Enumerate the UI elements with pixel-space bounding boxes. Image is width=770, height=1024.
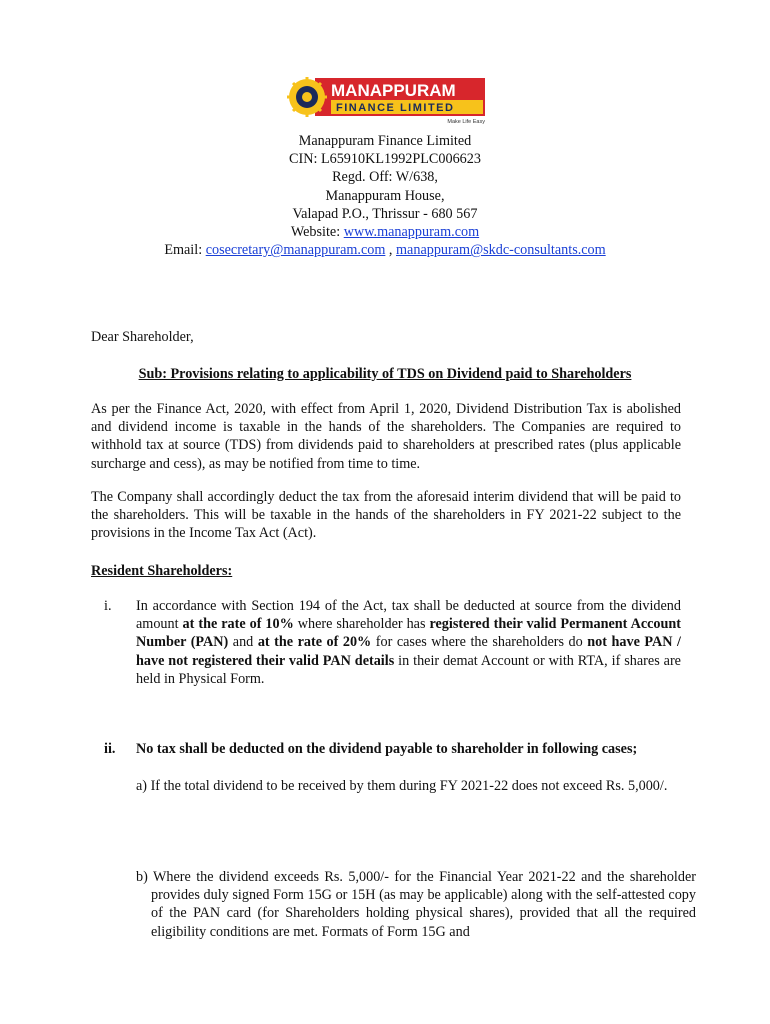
item-ii-text: No tax shall be deducted on the dividend payable to shareholder in following cases; — [136, 741, 638, 757]
item-i-b4: not have PAN / have not registered their valid PAN details — [136, 634, 681, 669]
logo-sub: FINANCE LIMITED — [336, 102, 455, 114]
item-i-t4: for cases where the shareholders do — [371, 634, 588, 651]
item-i-number: i. — [104, 598, 112, 614]
item-i-t1: In accordance with Section 194 of the Act, tax shall be deducted at source from the dividend amount — [136, 598, 681, 633]
email-link-secretary[interactable]: cosecretary@manappuram.com — [205, 242, 386, 259]
paragraph-finance-act: As per the Finance Act, 2020, with effect from April 1, 2020, Dividend Distribution Tax is abolished and dividend income is taxable in the hands of the shareholders. The Companies are required to withhold tax at source (TDS) from dividends paid to shareholders at prescribed rates (plus applicable surcharge and cess), as may be notified from time to time. — [91, 401, 681, 472]
email-link-rta[interactable]: manappuram@skdc-consultants.com — [396, 242, 606, 259]
item-i-b1: at the rate of 10% — [182, 616, 294, 633]
item-i-b3: at the rate of 20% — [257, 634, 372, 651]
item-ii-number: ii. — [104, 741, 116, 757]
item-i-b2: registered their valid Permanent Account Number (PAN) — [136, 616, 682, 651]
email-separator: , — [385, 242, 397, 259]
salutation: Dear Shareholder, — [91, 329, 194, 345]
paragraph-company-deduction: The Company shall accordingly deduct the tax from the aforesaid interim dividend that will be paid to the shareholders. This will be taxable in the hands of the shareholders in FY 2021-22 subject to the provisions in the Income Tax Act (Act). — [91, 489, 681, 542]
item-ii-b: b) Where the dividend exceeds Rs. 5,000/- for the Financial Year 2021-22 and the shareholder provides duly signed Form 15G or 15H (as may be applicable) along with the self-attested copy of the PAN card (for Shareholders holding physical shares), provided that all the required eligibility conditions are met. Formats of Form 15G and — [136, 869, 696, 940]
company-logo — [285, 76, 487, 124]
subject-line: Sub: Provisions relating to applicability of TDS on Dividend paid to Shareholders — [138, 366, 632, 382]
email-label: Email: — [164, 242, 206, 259]
logo-tagline: Make Life Easy — [447, 119, 485, 124]
email-line — [0, 241, 770, 259]
letterhead — [0, 132, 770, 259]
item-ii-a: a) If the total dividend to be received by them during FY 2021-22 does not exceed Rs. 5,000/. — [136, 778, 668, 794]
logo-brand: MANAPPURAM — [331, 81, 456, 100]
item-i-text — [136, 597, 681, 688]
website-line — [0, 223, 770, 241]
registered-office: Regd. Off: W/638, — [332, 169, 438, 186]
company-cin: CIN: L65910KL1992PLC006623 — [289, 151, 481, 168]
company-name: Manappuram Finance Limited — [298, 133, 472, 149]
website-link[interactable]: www.manappuram.com — [343, 224, 480, 241]
item-i-t2: where shareholder has — [293, 616, 430, 633]
section-heading-resident: Resident Shareholders: — [91, 563, 233, 579]
item-i-t5: in their demat Account or with RTA, if shares are held in Physical Form. — [136, 652, 681, 687]
website-label: Website: — [290, 224, 344, 241]
item-i-t3: and — [228, 634, 258, 651]
office-house: Manappuram House, — [325, 187, 445, 204]
office-address: Valapad P.O., Thrissur - 680 567 — [292, 205, 478, 222]
